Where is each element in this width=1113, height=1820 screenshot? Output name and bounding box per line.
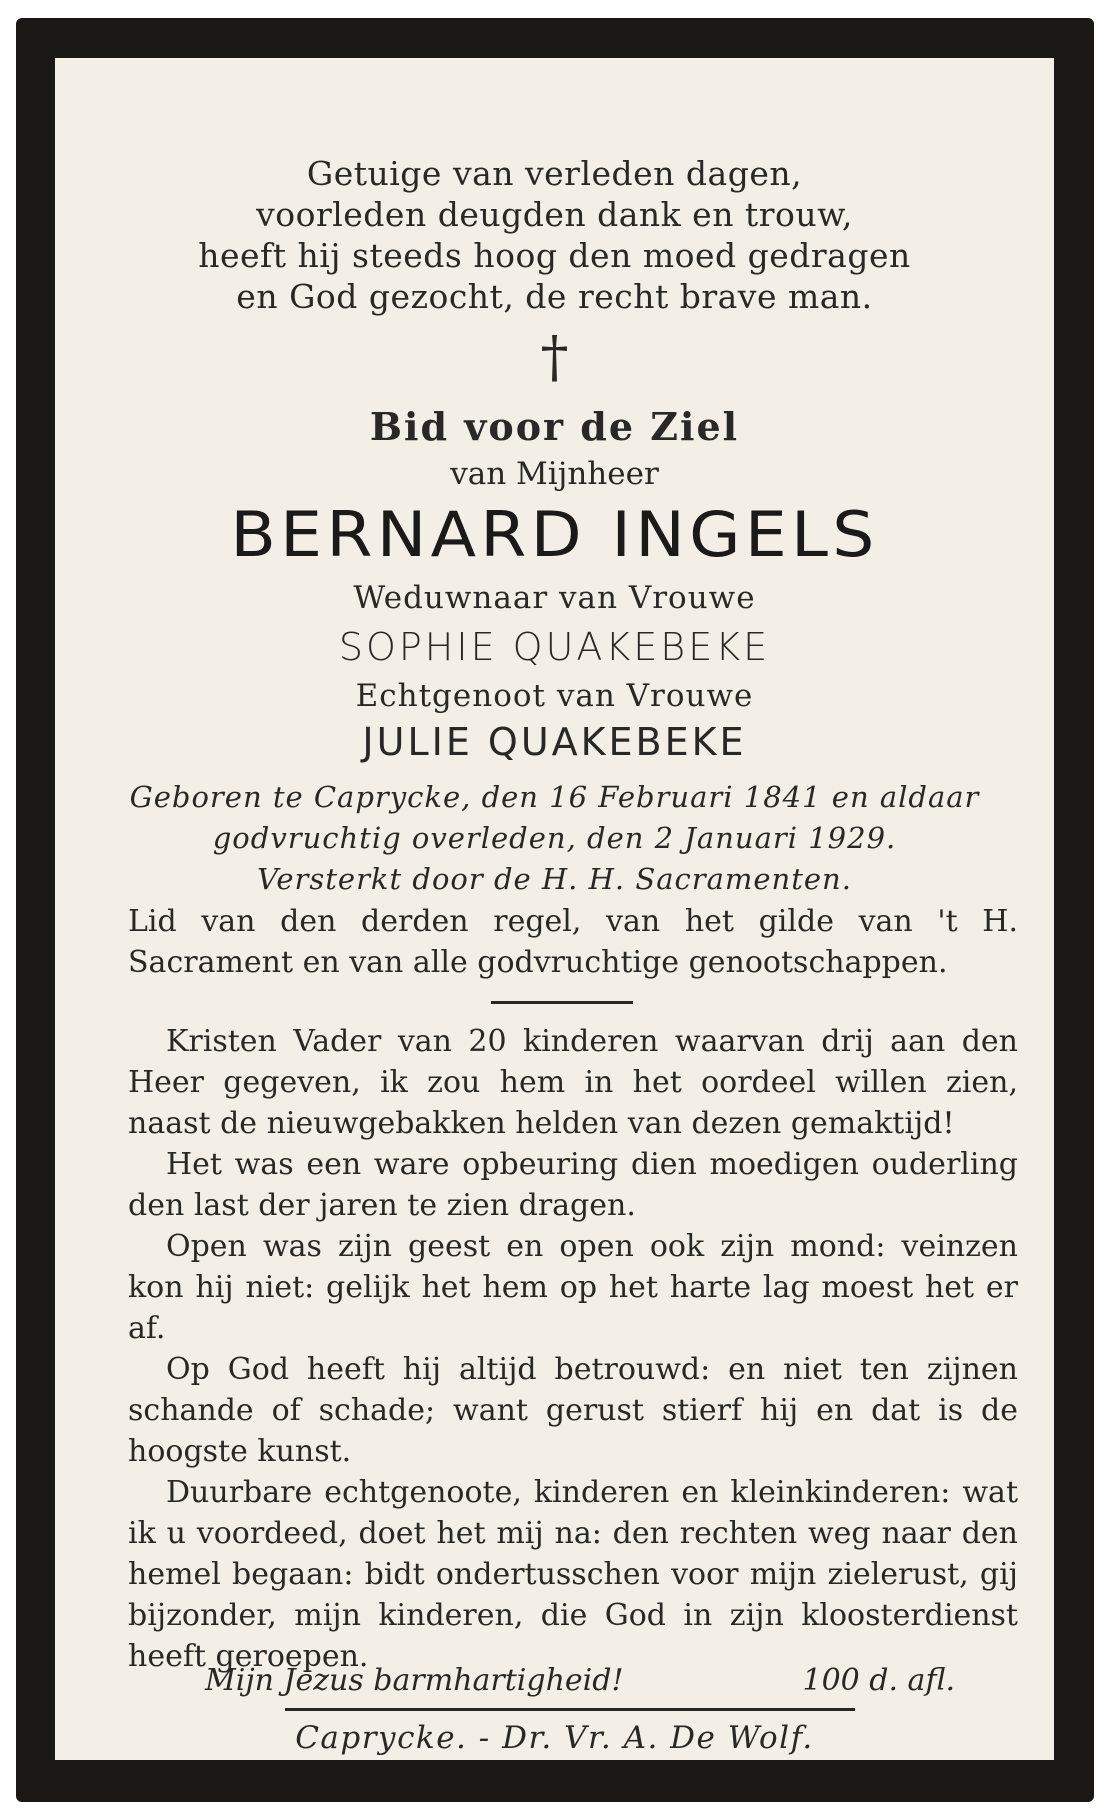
spouse-line: Echtgenoot van Vrouwe [355, 678, 754, 714]
memorial-card [55, 58, 1054, 1760]
widower-line: Weduwnaar van Vrouwe [353, 580, 756, 616]
deceased-name: BERNARD INGELS [230, 498, 879, 571]
printer-credit: Caprycke. - Dr. Vr. A. De Wolf. [295, 1720, 814, 1756]
eulogy-paragraph: Open was zijn geest en open ook zijn mond: veinzen kon hij niet: gelijk het hem op het harte lag moest het er af. [128, 1229, 1018, 1346]
prayer-heading: Bid voor de Ziel [369, 404, 740, 449]
second-wife-name: JULIE QUAKEBEKE [362, 720, 747, 764]
sacraments-line: Versterkt door de H. H. Sacramenten. [257, 862, 852, 896]
divider-long [285, 1708, 855, 1711]
poem-line: en God gezocht, de recht brave man. [236, 277, 873, 316]
mourning-card-border [16, 18, 1094, 1802]
eulogy-paragraph: Het was een ware opbeuring dien moedigen ouderling den last der jaren te zien dragen. [128, 1147, 1018, 1223]
first-wife-name: SOPHIE QUAKEBEKE [338, 625, 771, 669]
indulgence-note: 100 d. afl. [802, 1663, 955, 1698]
birth-line: Geboren te Caprycke, den 16 Februari 1841 en aldaar [129, 780, 980, 814]
memorial-poem [55, 153, 1054, 317]
closing-prayer: Mijn Jezus barmhartigheid! [205, 1663, 624, 1698]
poem-line: voorleden deugden dank en trouw, [256, 195, 853, 234]
membership-text: Lid van den derden regel, van het gilde van 't H. Sacrament en van alle godvruchtige genootschappen. [128, 904, 1018, 980]
cross-icon: † [540, 325, 569, 390]
eulogy-paragraph: Duurbare echtgenoote, kinderen en kleinkinderen: wat ik u voordeed, doet het mij na: den rechten weg naar den hemel begaan: bidt ondertusschen voor mijn zielerust, gij bijzonder, mijn kinderen, die God in zijn kloosterdienst heeft geroepen. [128, 1475, 1018, 1674]
eulogy-text [128, 1021, 1018, 1677]
divider-short [491, 1001, 633, 1004]
poem-line: Getuige van verleden dagen, [306, 154, 803, 193]
death-line: godvruchtig overleden, den 2 Januari 1929. [212, 821, 897, 855]
eulogy-paragraph: Op God heeft hij altijd betrouwd: en niet ten zijnen schande of schade; want gerust stierf hij en dat is de hoogste kunst. [128, 1352, 1018, 1469]
poem-line: heeft hij steeds hoog den moed gedragen [198, 236, 911, 275]
eulogy-paragraph: Kristen Vader van 20 kinderen waarvan drij aan den Heer gegeven, ik zou hem in het oordeel willen zien, naast de nieuwgebakken helden van dezen gemaktijd! [128, 1024, 1018, 1141]
honorific: van Mijnheer [450, 456, 659, 492]
